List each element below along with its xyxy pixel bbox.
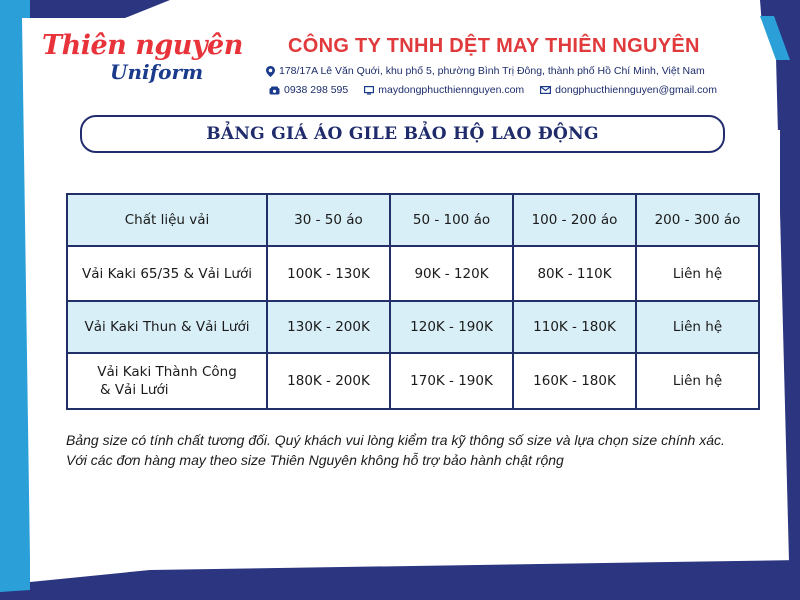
table-row <box>67 301 759 353</box>
material-cell: Vải Kaki 65/35 & Vải Lưới <box>67 246 267 301</box>
logo-main-text: Thiên nguyên <box>42 30 243 61</box>
price-cell: Liên hệ <box>636 246 759 301</box>
email-icon <box>540 86 551 94</box>
header-qty-50-100: 50 - 100 áo <box>390 194 513 246</box>
price-cell: 80K - 110K <box>513 246 636 301</box>
table-row <box>67 246 759 301</box>
page-title: BẢNG GIÁ ÁO GILE BẢO HỘ LAO ĐỘNG <box>206 124 599 144</box>
table-row <box>67 353 759 409</box>
price-cell: 130K - 200K <box>267 301 390 353</box>
company-name: CÔNG TY TNHH DỆT MAY THIÊN NGUYÊN <box>288 35 700 57</box>
header-material: Chất liệu vải <box>67 194 267 246</box>
price-cell: Liên hệ <box>636 301 759 353</box>
header-qty-100-200: 100 - 200 áo <box>513 194 636 246</box>
note-line-2: Với các đơn hàng may theo size Thiên Nguyên không hỗ trợ bảo hành chật rộng <box>66 452 564 468</box>
logo-sub-text: Uniform <box>110 60 204 84</box>
size-note <box>66 430 766 470</box>
email-text[interactable]: dongphucthiennguyen@gmail.com <box>555 84 718 96</box>
header-qty-200-300: 200 - 300 áo <box>636 194 759 246</box>
location-pin-icon <box>266 66 275 77</box>
price-cell: 170K - 190K <box>390 353 513 409</box>
monitor-icon <box>364 86 374 95</box>
price-cell: 110K - 180K <box>513 301 636 353</box>
material-cell <box>67 353 267 409</box>
price-cell: 180K - 200K <box>267 353 390 409</box>
website-item <box>364 84 524 96</box>
price-cell: 100K - 130K <box>267 246 390 301</box>
title-box <box>80 115 725 153</box>
address-text: 178/17A Lê Văn Quới, khu phố 5, phường Bình Trị Đông, thành phố Hồ Chí Minh, Việt Nam <box>279 65 705 77</box>
material-line-1: Vải Kaki Thành Công <box>97 364 237 380</box>
material-line-2: & Vải Lưới <box>100 382 169 398</box>
price-cell: 90K - 120K <box>390 246 513 301</box>
material-cell: Vải Kaki Thun & Vải Lưới <box>67 301 267 353</box>
contact-row <box>269 84 733 96</box>
price-cell: 120K - 190K <box>390 301 513 353</box>
price-table <box>66 193 760 410</box>
phone-text: 0938 298 595 <box>284 84 349 96</box>
email-item <box>540 84 717 96</box>
table-header-row <box>67 194 759 246</box>
address-row <box>266 65 705 77</box>
brand-logo <box>42 30 243 90</box>
price-cell: 160K - 180K <box>513 353 636 409</box>
phone-item <box>269 84 348 96</box>
header-qty-30-50: 30 - 50 áo <box>267 194 390 246</box>
phone-icon <box>269 86 280 95</box>
note-line-1: Bảng size có tính chất tương đối. Quý khách vui lòng kiểm tra kỹ thông số size và lựa chọn size chính xác. <box>66 432 725 448</box>
website-text[interactable]: maydongphucthiennguyen.com <box>378 84 525 96</box>
price-cell: Liên hệ <box>636 353 759 409</box>
